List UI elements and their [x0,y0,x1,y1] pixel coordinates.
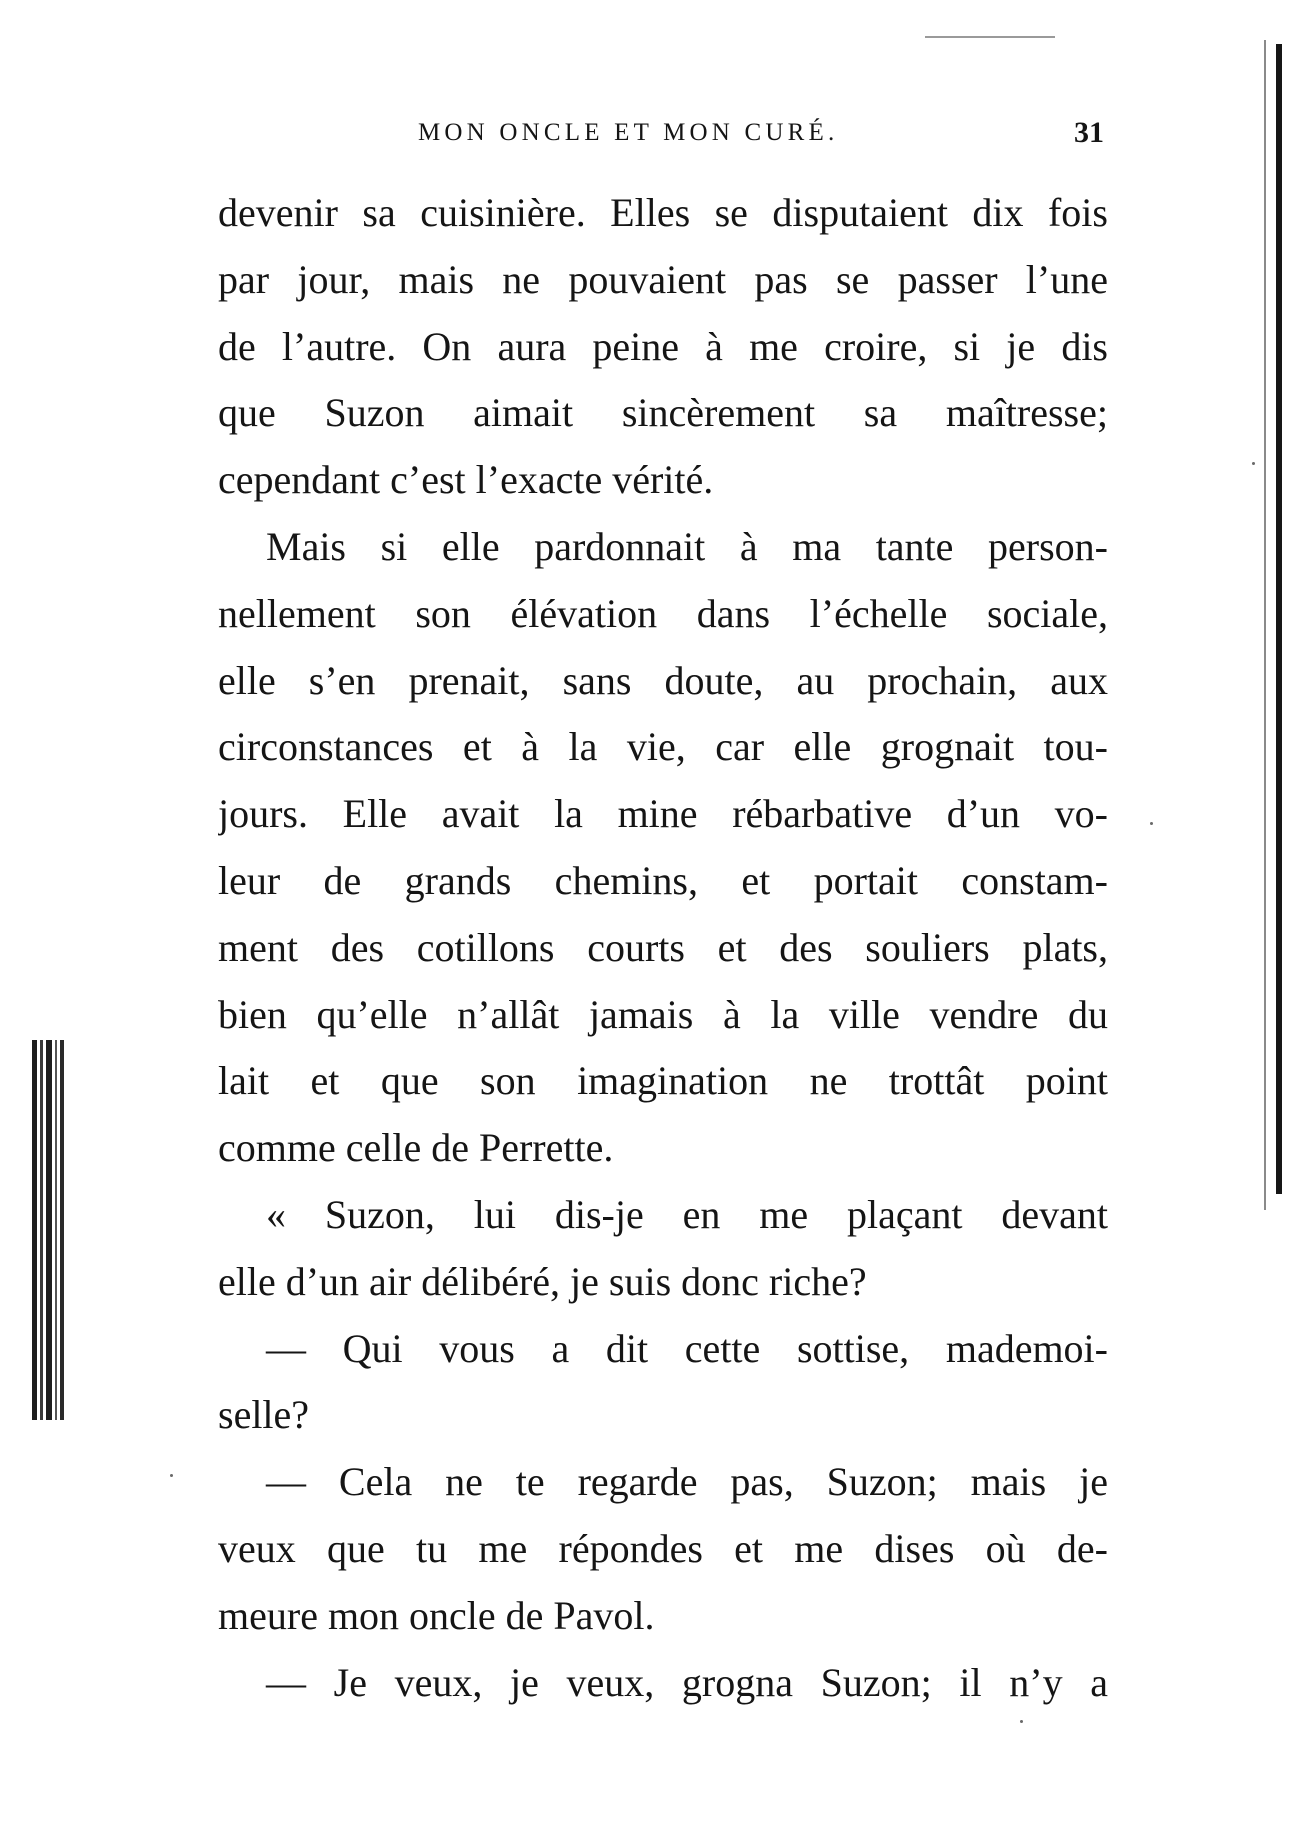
text-line: circonstances et à la vie, car elle grognait tou- [218,724,1108,770]
scan-edge-right [1276,44,1282,1194]
scan-speck [1252,462,1255,465]
scan-edge-left [30,1040,70,1420]
text-line: bien qu’elle n’allât jamais à la ville vendre du [218,991,1108,1037]
text-line: jours. Elle avait la mine rébarbative d’un vo- [218,791,1108,837]
text-line: cependant c’est l’exacte vérité. [218,457,714,503]
text-line: — Je veux, je veux, grogna Suzon; il n’y a [266,1659,1108,1705]
text-line: nellement son élévation dans l’échelle sociale, [218,590,1108,636]
text-line: « Suzon, lui dis-je en me plaçant devant [266,1191,1108,1237]
text-line: que Suzon aimait sincèrement sa maîtresse; [218,390,1108,436]
scan-speck [1150,822,1153,825]
body-text [218,180,1108,1716]
text-line: ment des cotillons courts et des souliers plats, [218,924,1108,970]
text-line: — Qui vous a dit cette sottise, mademoi- [266,1325,1108,1371]
text-line: elle d’un air délibéré, je suis donc riche? [218,1258,867,1304]
text-line: meure mon oncle de Pavol. [218,1592,655,1638]
text-line: veux que tu me répondes et me dises où de- [218,1525,1108,1571]
text-line: de l’autre. On aura peine à me croire, si je dis [218,323,1108,369]
text-line: comme celle de Perrette. [218,1125,614,1171]
scan-speck [1020,1720,1023,1723]
text-line: devenir sa cuisinière. Elles se disputaient dix fois [218,190,1108,235]
text-line: Mais si elle pardonnait à ma tante person- [266,523,1108,569]
text-line: leur de grands chemins, et portait constam- [218,857,1108,903]
page-number: 31 [1074,116,1104,149]
scan-edge-right-thin [1264,40,1266,1210]
text-line: selle? [218,1392,310,1438]
text-line: — Cela ne te regarde pas, Suzon; mais je [266,1459,1108,1505]
scan-speck [170,1474,173,1477]
text-line: elle s’en prenait, sans doute, au prochain, aux [218,657,1108,703]
running-title: MON ONCLE ET MON CURÉ. [418,119,839,146]
text-line: lait et que son imagination ne trottât point [218,1058,1108,1104]
scan-mark-top [925,36,1055,38]
text-line: par jour, mais ne pouvaient pas se passer l’une [218,256,1108,302]
